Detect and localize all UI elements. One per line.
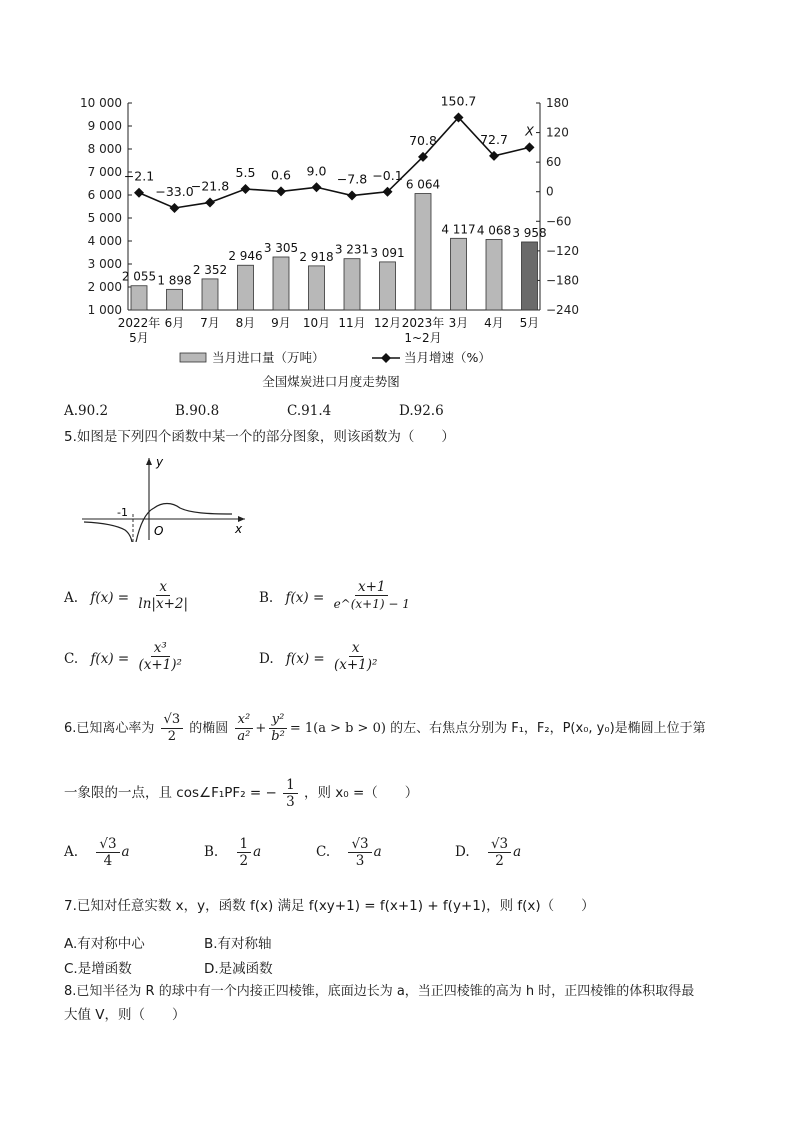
q5-option-b-numerator: x+1	[355, 579, 389, 596]
q5-option-d-letter: D.	[259, 651, 274, 667]
q6-option-b-suffix: a	[253, 844, 262, 860]
q6-text-3: 的左、右焦点分别为 F₁，F₂，P(x₀, y₀)是椭圆上位于第	[390, 721, 706, 736]
category-label: 5月	[129, 331, 149, 345]
q5-option-c-denominator: (x+1)²	[138, 657, 182, 673]
origin-label: O	[154, 524, 164, 538]
left-tick-label: 9 000	[87, 119, 122, 133]
q6-option-a-fraction	[96, 836, 119, 869]
q6-option-c	[316, 836, 382, 869]
bar-value-label: 1 898	[157, 273, 192, 288]
q6-x-term	[234, 712, 253, 745]
q7-option-b: B.有对称轴	[204, 936, 272, 952]
diamond-marker	[525, 142, 535, 152]
q6-option-a-numerator: √3	[96, 836, 119, 853]
right-tick-label: −120	[546, 243, 579, 258]
q5-option-a-fraction	[135, 579, 191, 612]
q5-option-d-fraction	[331, 640, 380, 673]
q6-equation-rest: = 1(a > b > 0)	[289, 721, 386, 736]
q5-option-a-denominator: ln|x+2|	[138, 596, 189, 612]
curve-right-branch	[136, 504, 232, 543]
q6-line2-text-a: 一象限的一点，且 cos∠F₁PF₂ = −	[64, 785, 277, 801]
right-tick-label: 120	[546, 125, 569, 140]
bar-value-label: 3 958	[512, 225, 547, 240]
q5-option-c-lhs: f(x) =	[90, 651, 130, 667]
q6-ecc-numerator: √3	[161, 712, 184, 729]
q5-stem: 5.如图是下列四个函数中某一个的部分图象，则该函数为（ ）	[64, 429, 455, 445]
growth-value-label: −33.0	[155, 183, 194, 199]
growth-value-label: −21.8	[190, 178, 230, 194]
q5-option-a	[64, 579, 193, 615]
q6-option-c-fraction	[348, 836, 371, 869]
category-label: 6月	[164, 316, 185, 330]
bar	[415, 194, 431, 310]
q5-option-b	[259, 579, 415, 615]
q5-option-a-numerator: x	[156, 579, 170, 596]
x-axis-label: x	[235, 522, 243, 536]
q5-function-graph	[80, 452, 260, 542]
q6-option-a-denominator: 4	[103, 853, 113, 869]
diamond-marker	[134, 188, 144, 198]
category-label: 12月	[373, 316, 402, 330]
category-label: 2023年	[401, 316, 445, 330]
bar	[522, 242, 538, 310]
growth-value-label: X	[525, 123, 534, 139]
bar-value-label: 4 068	[476, 223, 512, 238]
chart-legend	[180, 350, 491, 365]
bar-value-label: 3 231	[334, 242, 370, 257]
right-tick-label: 0	[546, 184, 554, 199]
q6-plus: +	[255, 721, 267, 736]
q6-option-b-fraction	[237, 836, 252, 869]
q4-option-c: C.91.4	[287, 403, 332, 419]
bar-value-label: 4 117	[441, 222, 476, 237]
diamond-marker	[205, 197, 215, 207]
diamond-marker	[170, 203, 180, 213]
q6-text-1: 6.已知离心率为	[64, 721, 155, 736]
q6-option-d-letter: D.	[455, 844, 470, 860]
q6-option-c-denominator: 3	[355, 853, 365, 869]
growth-value-label: 5.5	[235, 165, 256, 181]
q6-text-2: 的椭圆	[189, 721, 229, 736]
category-label: 10月	[302, 316, 331, 330]
q6-x-term-numerator: x²	[235, 712, 254, 729]
q6-stem-line2	[64, 777, 418, 810]
q7-option-a: A.有对称中心	[64, 936, 145, 952]
q5-option-d-lhs: f(x) =	[285, 651, 325, 667]
left-tick-label: 7 000	[87, 165, 122, 179]
growth-value-label: −7.8	[336, 171, 368, 187]
bar-value-label: 2 055	[121, 269, 157, 284]
q6-x-term-denominator: a²	[237, 729, 251, 744]
q8-stem-line2: 大值 V，则（ ）	[64, 1007, 186, 1023]
q6-y-term-numerator: y²	[269, 712, 288, 729]
q4-option-b: B.90.8	[175, 403, 220, 419]
category-label: 1~2月	[404, 331, 442, 345]
growth-value-label: 0.6	[271, 167, 291, 183]
q4-option-a: A.90.2	[64, 403, 109, 419]
bar-value-label: 3 305	[263, 240, 299, 255]
q5-option-d	[259, 640, 382, 676]
category-label: 5月	[519, 316, 540, 330]
bar-value-label: 2 352	[192, 262, 228, 277]
bar	[273, 257, 289, 310]
q5-option-d-numerator: x	[349, 640, 363, 657]
growth-line	[139, 117, 530, 208]
q6-option-a-letter: A.	[64, 844, 79, 860]
right-tick-label: −60	[546, 214, 572, 229]
right-tick-label: 180	[546, 96, 569, 110]
bar	[131, 286, 147, 310]
category-label: 3月	[448, 316, 469, 330]
curve-left-branch	[84, 522, 132, 542]
q6-option-a	[64, 836, 130, 869]
chart-title: 全国煤炭进口月度走势图	[262, 374, 400, 389]
q6-y-term-denominator: b²	[271, 729, 285, 744]
q6-option-a-suffix: a	[121, 844, 130, 860]
q5-option-c-fraction	[135, 640, 184, 673]
q6-cos-numerator: 1	[283, 777, 298, 794]
bar	[238, 265, 254, 310]
q6-option-b-denominator: 2	[239, 853, 249, 869]
q6-option-b-numerator: 1	[237, 836, 252, 853]
bar-value-label: 2 918	[299, 249, 334, 264]
q6-option-b-letter: B.	[204, 844, 219, 860]
bar	[380, 262, 396, 310]
left-tick-label: 5 000	[87, 211, 122, 225]
diamond-marker	[241, 184, 251, 194]
bar	[202, 279, 218, 310]
bar	[451, 238, 467, 310]
q5-option-c	[64, 640, 187, 676]
diamond-marker	[312, 182, 322, 192]
q6-option-d-suffix: a	[513, 844, 522, 860]
left-tick-label: 6 000	[87, 188, 122, 202]
q6-eccentricity-fraction	[161, 712, 184, 745]
q6-y-term	[268, 712, 288, 745]
bar-value-label: 2 946	[228, 249, 263, 264]
q6-option-d-numerator: √3	[488, 836, 511, 853]
left-tick-label: 1 000	[87, 303, 122, 317]
left-tick-label: 3 000	[87, 257, 122, 271]
bar-value-label: 6 064	[405, 177, 441, 192]
q4-option-d: D.92.6	[399, 403, 444, 419]
q6-option-d	[455, 836, 521, 869]
y-axis-arrow-icon	[146, 458, 152, 465]
q5-option-d-denominator: (x+1)²	[333, 657, 378, 673]
q6-option-b	[204, 836, 261, 869]
q6-cos-fraction	[283, 777, 298, 810]
q6-cos-denominator: 3	[286, 794, 295, 810]
q7-stem: 7.已知对任意实数 x，y，函数 f(x) 满足 f(xy+1) = f(x+1) + f(y+1)，则 f(x)（ ）	[64, 898, 595, 914]
left-tick-label: 2 000	[87, 280, 122, 294]
line-series	[134, 112, 535, 213]
q6-stem-line1	[64, 712, 706, 745]
legend-bar-label: 当月进口量（万吨）	[212, 350, 325, 365]
growth-value-label: −2.1	[123, 168, 155, 184]
category-label: 11月	[338, 316, 366, 330]
q6-option-d-denominator: 2	[495, 853, 504, 869]
bar	[344, 259, 360, 310]
diamond-marker	[276, 186, 286, 196]
category-label: 4月	[484, 316, 504, 330]
q5-option-c-letter: C.	[64, 651, 79, 667]
left-tick-label: 8 000	[87, 142, 122, 156]
right-tick-label: 60	[546, 155, 562, 170]
growth-value-label: −0.1	[372, 167, 403, 183]
bar	[309, 266, 325, 310]
coal-import-chart	[0, 0, 794, 400]
minus-one-label: -1	[117, 506, 128, 519]
q6-option-c-numerator: √3	[348, 836, 371, 853]
q5-option-a-letter: A.	[64, 590, 79, 606]
bar-value-label: 3 091	[370, 245, 405, 260]
left-tick-label: 4 000	[87, 234, 122, 248]
right-tick-label: −240	[546, 303, 579, 317]
diamond-marker	[347, 191, 357, 201]
legend-diamond-icon	[381, 353, 391, 363]
q5-option-b-denominator: e^(x+1) − 1	[333, 597, 410, 611]
left-tick-label: 10 000	[80, 96, 122, 110]
growth-value-label: 9.0	[306, 163, 327, 179]
q6-option-c-letter: C.	[316, 844, 331, 860]
q5-option-a-lhs: f(x) =	[90, 590, 130, 606]
category-label: 2022年	[117, 316, 161, 330]
growth-value-label: 150.7	[440, 93, 477, 109]
y-axis-label: y	[156, 455, 164, 469]
q5-option-b-lhs: f(x) =	[285, 590, 325, 606]
q5-option-c-numerator: x³	[151, 640, 170, 657]
q6-ecc-denominator: 2	[167, 729, 176, 744]
right-tick-label: −180	[546, 273, 579, 288]
growth-value-label: 70.8	[409, 132, 437, 148]
category-label: 7月	[200, 316, 220, 330]
q5-option-b-fraction	[331, 579, 413, 612]
q6-option-d-fraction	[488, 836, 511, 869]
q7-option-d: D.是减函数	[204, 961, 273, 977]
legend-line-label: 当月增速（%）	[404, 350, 491, 365]
chart-labels	[80, 93, 579, 389]
growth-value-label: 72.7	[480, 131, 508, 147]
category-label: 9月	[271, 316, 291, 330]
category-label: 8月	[235, 316, 256, 330]
bar	[486, 239, 502, 310]
bar	[167, 289, 183, 310]
q7-option-c: C.是增函数	[64, 961, 132, 977]
q6-line2-text-b: ，则 x₀ =（ ）	[304, 785, 419, 801]
q8-stem-line1: 8.已知半径为 R 的球中有一个内接正四棱锥，底面边长为 a，当正四棱锥的高为 h 时，正四棱锥的体积取得最	[64, 984, 695, 999]
q6-option-c-suffix: a	[373, 844, 382, 860]
legend-bar-swatch	[180, 353, 206, 362]
q5-option-b-letter: B.	[259, 590, 274, 606]
